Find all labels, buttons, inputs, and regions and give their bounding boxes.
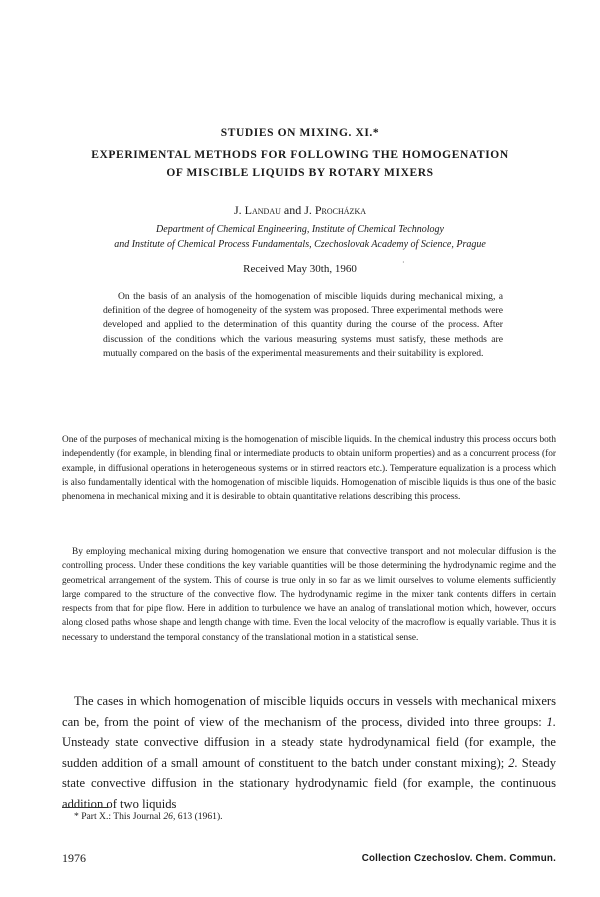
body-paragraph-1: One of the purposes of mechanical mixing is the homogenation of miscible liquids. In the chemical industry this process occurs both independently (for example, in blending final or intermediate products to obtain uniform properties) and as a concurrent process (for example, in diffusional operations in heterogeneous systems or in stirred reactors etc.). Temperature equalization is a process which is also fundamentally identical with the homogenation of miscible liquids. Homogenation of miscible liquids is thus one of the basic phenomena in mechanical mixing and it is desirable to obtain quantitative relations describing this process. — [62, 435, 556, 503]
footnote-prefix: * Part X.: This Journal — [74, 811, 164, 822]
footnote-volume: 26, — [163, 811, 176, 822]
body-paragraph-3-part-b: Unsteady state convective diffusion in a steady state hydrodynamical field (for example, the sudden addition of a small amount of constituent to the batch under constant mixing); — [62, 735, 556, 770]
body-paragraph-2: By employing mechanical mixing during homogenation we ensure that convective transport and not molecular diffusion is the controlling process. Under these conditions the key variable quantities will be those determining the hydrodynamic regime and the geometrical arrangement of the system. This of course is true only in so far as we limit ourselves to volume elements sufficiently large compared to the structure of the convective flow. The hydrodynamic regime in the mixer tank contents differs in certain respects from that for pipe flow. Here in addition to turbulence we have an analog of translational motion which, however, occurs along closed paths whose shape and length change with time. Even the local velocity of the macroflow is equally variable. Thus it is necessary to understand the temporal constancy of the translational motion in a statistical sense. — [62, 547, 556, 643]
affiliation-line-2: and Institute of Chemical Process Fundamentals, Czechoslovak Academy of Science, Prague — [114, 239, 486, 250]
abstract: On the basis of an analysis of the homogenation of miscible liquids during mechanical mixing, a definition of the degree of homogeneity of the system was proposed. Three experimental methods were developed and applied to the determination of this quantity during the course of the process. After discussion of the conditions which the various measuring systems must satisfy, these methods are mutually compared on the basis of the experimental measurements and their suitability is explored. — [103, 291, 503, 359]
author-2-initial: J. — [304, 203, 315, 217]
author-2-surname: Procházka — [314, 203, 366, 217]
authors-conjunction: and — [280, 203, 305, 217]
author-1-surname: Landau — [244, 203, 281, 217]
author-1-initial: J. — [233, 203, 245, 217]
authors — [0, 203, 600, 218]
journal-name: Collection Czechoslov. Chem. Commun. — [361, 853, 556, 864]
footnote-rule — [62, 807, 108, 808]
affiliation — [30, 222, 570, 252]
series-title: STUDIES ON MIXING. XI.* — [220, 127, 380, 139]
article-title — [40, 146, 560, 182]
list-number-1: 1. — [546, 714, 556, 729]
article-title-line-2: OF MISCIBLE LIQUIDS BY ROTARY MIXERS — [166, 167, 434, 179]
footnote — [74, 811, 223, 822]
list-number-2: 2. — [508, 755, 518, 770]
footnote-rest: 613 (1961). — [175, 811, 223, 822]
page-number: 1976 — [62, 851, 86, 865]
affiliation-line-1: Department of Chemical Engineering, Institute of Chemical Technology — [156, 224, 444, 235]
received-date: Received May 30th, 1960 — [243, 263, 357, 275]
body-paragraph-3-part-a: The cases in which homogenation of miscible liquids occurs in vessels with mechanical mixers can be, from the point of view of the mechanism of the process, divided into three groups: — [62, 694, 556, 729]
body-paragraph-3 — [62, 691, 556, 814]
stray-mark: · — [402, 258, 405, 267]
article-title-line-1: EXPERIMENTAL METHODS FOR FOLLOWING THE HOMOGENATION — [91, 149, 509, 161]
body-paragraph-3-part-c: Steady state convective diffusion in the stationary hydrodynamic field (for example, the continuous addition of two liquids — [62, 755, 556, 811]
